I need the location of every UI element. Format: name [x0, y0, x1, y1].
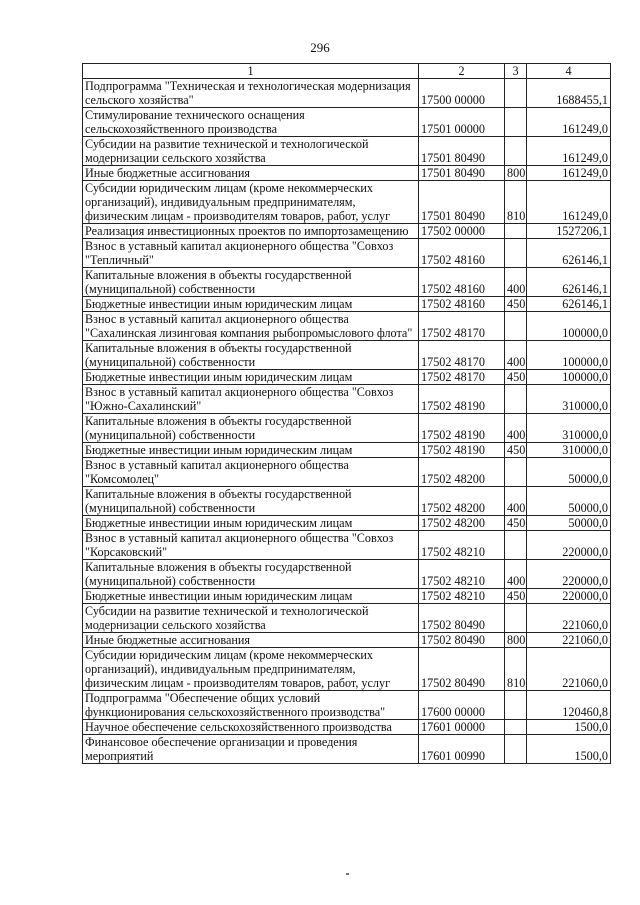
row-amount: 100000,0	[527, 370, 611, 385]
table-row	[83, 239, 611, 268]
table-row	[83, 414, 611, 443]
row-amount: 1500,0	[527, 735, 611, 764]
row-type	[505, 137, 527, 166]
row-type	[505, 108, 527, 137]
row-name: Взнос в уставный капитал акционерного общества "Совхоз "Тепличный"	[83, 239, 419, 268]
table-row	[83, 370, 611, 385]
row-name: Реализация инвестиционных проектов по импортозамещению	[83, 224, 419, 239]
row-name: Подпрограмма "Техническая и технологическая модернизация сельского хозяйства"	[83, 79, 419, 108]
row-amount: 161249,0	[527, 137, 611, 166]
table-body	[83, 64, 611, 764]
row-amount: 220000,0	[527, 531, 611, 560]
column-header-2: 2	[419, 64, 505, 79]
row-amount: 221060,0	[527, 604, 611, 633]
table-row	[83, 604, 611, 633]
row-amount: 50000,0	[527, 458, 611, 487]
row-name: Субсидии на развитие технической и технологической модернизации сельского хозяйства	[83, 137, 419, 166]
row-code: 17502 48200	[419, 487, 505, 516]
row-name: Бюджетные инвестиции иным юридическим лицам	[83, 370, 419, 385]
row-code: 17502 48190	[419, 385, 505, 414]
row-name: Иные бюджетные ассигнования	[83, 633, 419, 648]
row-type: 810	[505, 181, 527, 224]
table-row	[83, 648, 611, 691]
row-type: 400	[505, 341, 527, 370]
table-row	[83, 589, 611, 604]
row-code: 17601 00990	[419, 735, 505, 764]
table-row	[83, 531, 611, 560]
table-row	[83, 181, 611, 224]
row-amount: 626146,1	[527, 239, 611, 268]
row-type: 400	[505, 268, 527, 297]
table-row	[83, 297, 611, 312]
table-row	[83, 385, 611, 414]
table-row	[83, 341, 611, 370]
row-amount: 221060,0	[527, 633, 611, 648]
row-amount: 161249,0	[527, 181, 611, 224]
column-header-3: 3	[505, 64, 527, 79]
table-row	[83, 691, 611, 720]
row-code: 17601 00000	[419, 720, 505, 735]
row-code: 17502 48170	[419, 341, 505, 370]
row-type: 800	[505, 166, 527, 181]
row-amount: 626146,1	[527, 297, 611, 312]
row-amount: 310000,0	[527, 385, 611, 414]
table-row	[83, 487, 611, 516]
row-amount: 100000,0	[527, 312, 611, 341]
page-number: 296	[310, 40, 330, 55]
row-amount: 1527206,1	[527, 224, 611, 239]
row-amount: 50000,0	[527, 516, 611, 531]
table-row	[83, 166, 611, 181]
row-type: 400	[505, 560, 527, 589]
column-header-4: 4	[527, 64, 611, 79]
row-amount: 50000,0	[527, 487, 611, 516]
table-row	[83, 458, 611, 487]
row-name: Научное обеспечение сельскохозяйственного производства	[83, 720, 419, 735]
row-type	[505, 531, 527, 560]
row-type: 450	[505, 516, 527, 531]
row-name: Капитальные вложения в объекты государственной (муниципальной) собственности	[83, 487, 419, 516]
row-code: 17502 48200	[419, 458, 505, 487]
row-type: 400	[505, 414, 527, 443]
table-row	[83, 560, 611, 589]
row-amount: 1688455,1	[527, 79, 611, 108]
budget-table	[82, 63, 611, 764]
row-name: Финансовое обеспечение организации и проведения мероприятий	[83, 735, 419, 764]
row-code: 17502 48170	[419, 312, 505, 341]
row-type: 800	[505, 633, 527, 648]
row-amount: 120460,8	[527, 691, 611, 720]
row-code: 17501 80490	[419, 137, 505, 166]
row-type	[505, 691, 527, 720]
row-type	[505, 385, 527, 414]
row-amount: 310000,0	[527, 443, 611, 458]
row-name: Бюджетные инвестиции иным юридическим лицам	[83, 516, 419, 531]
row-name: Подпрограмма "Обеспечение общих условий функционирования сельскохозяйственного производства"	[83, 691, 419, 720]
row-type	[505, 720, 527, 735]
row-amount: 626146,1	[527, 268, 611, 297]
row-type	[505, 239, 527, 268]
row-code: 17502 48210	[419, 560, 505, 589]
row-code: 17501 00000	[419, 108, 505, 137]
row-name: Бюджетные инвестиции иным юридическим лицам	[83, 589, 419, 604]
row-name: Капитальные вложения в объекты государственной (муниципальной) собственности	[83, 560, 419, 589]
row-type	[505, 224, 527, 239]
row-amount: 100000,0	[527, 341, 611, 370]
row-type	[505, 604, 527, 633]
row-type: 450	[505, 589, 527, 604]
row-type: 450	[505, 297, 527, 312]
row-code: 17502 48170	[419, 370, 505, 385]
row-code: 17502 48160	[419, 268, 505, 297]
row-code: 17502 48210	[419, 531, 505, 560]
row-code: 17502 00000	[419, 224, 505, 239]
row-amount: 310000,0	[527, 414, 611, 443]
table-row	[83, 312, 611, 341]
row-type	[505, 79, 527, 108]
row-name: Бюджетные инвестиции иным юридическим лицам	[83, 443, 419, 458]
scan-speck	[346, 873, 349, 875]
row-type: 400	[505, 487, 527, 516]
table-row	[83, 720, 611, 735]
row-type	[505, 735, 527, 764]
row-amount: 161249,0	[527, 166, 611, 181]
column-header-1: 1	[83, 64, 419, 79]
row-code: 17502 80490	[419, 633, 505, 648]
row-name: Взнос в уставный капитал акционерного общества "Совхоз "Южно-Сахалинский"	[83, 385, 419, 414]
row-type	[505, 312, 527, 341]
row-code: 17501 80490	[419, 166, 505, 181]
table-header-row	[83, 64, 611, 79]
row-name: Капитальные вложения в объекты государственной (муниципальной) собственности	[83, 414, 419, 443]
row-code: 17502 80490	[419, 604, 505, 633]
row-code: 17600 00000	[419, 691, 505, 720]
row-amount: 220000,0	[527, 589, 611, 604]
row-name: Капитальные вложения в объекты государственной (муниципальной) собственности	[83, 341, 419, 370]
row-code: 17502 48160	[419, 239, 505, 268]
table-row	[83, 79, 611, 108]
row-code: 17502 48190	[419, 443, 505, 458]
row-name: Взнос в уставный капитал акционерного общества "Комсомолец"	[83, 458, 419, 487]
row-code: 17502 48210	[419, 589, 505, 604]
table-row	[83, 108, 611, 137]
row-amount: 220000,0	[527, 560, 611, 589]
row-name: Субсидии юридическим лицам (кроме некоммерческих организаций), индивидуальным предпринимателям, физическим лицам - производителям товаров, работ, услуг	[83, 648, 419, 691]
row-name: Капитальные вложения в объекты государственной (муниципальной) собственности	[83, 268, 419, 297]
row-code: 17502 48190	[419, 414, 505, 443]
row-amount: 221060,0	[527, 648, 611, 691]
table-row	[83, 735, 611, 764]
row-code: 17502 48160	[419, 297, 505, 312]
table-row	[83, 224, 611, 239]
row-code: 17500 00000	[419, 79, 505, 108]
row-name: Иные бюджетные ассигнования	[83, 166, 419, 181]
row-code: 17502 48200	[419, 516, 505, 531]
table-row	[83, 268, 611, 297]
row-name: Субсидии на развитие технической и технологической модернизации сельского хозяйства	[83, 604, 419, 633]
row-name: Субсидии юридическим лицам (кроме некоммерческих организаций), индивидуальным предпринимателям, физическим лицам - производителям товаров, работ, услуг	[83, 181, 419, 224]
row-type	[505, 458, 527, 487]
row-type: 450	[505, 443, 527, 458]
row-amount: 161249,0	[527, 108, 611, 137]
row-name: Стимулирование технического оснащения сельскохозяйственного производства	[83, 108, 419, 137]
row-type: 450	[505, 370, 527, 385]
table-row	[83, 443, 611, 458]
row-name: Бюджетные инвестиции иным юридическим лицам	[83, 297, 419, 312]
table-row	[83, 516, 611, 531]
row-code: 17501 80490	[419, 181, 505, 224]
table-row	[83, 633, 611, 648]
row-amount: 1500,0	[527, 720, 611, 735]
table-row	[83, 137, 611, 166]
row-name: Взнос в уставный капитал акционерного общества "Сахалинская лизинговая компания рыбопромыслового флота"	[83, 312, 419, 341]
row-name: Взнос в уставный капитал акционерного общества "Совхоз "Корсаковский"	[83, 531, 419, 560]
row-code: 17502 80490	[419, 648, 505, 691]
row-type: 810	[505, 648, 527, 691]
